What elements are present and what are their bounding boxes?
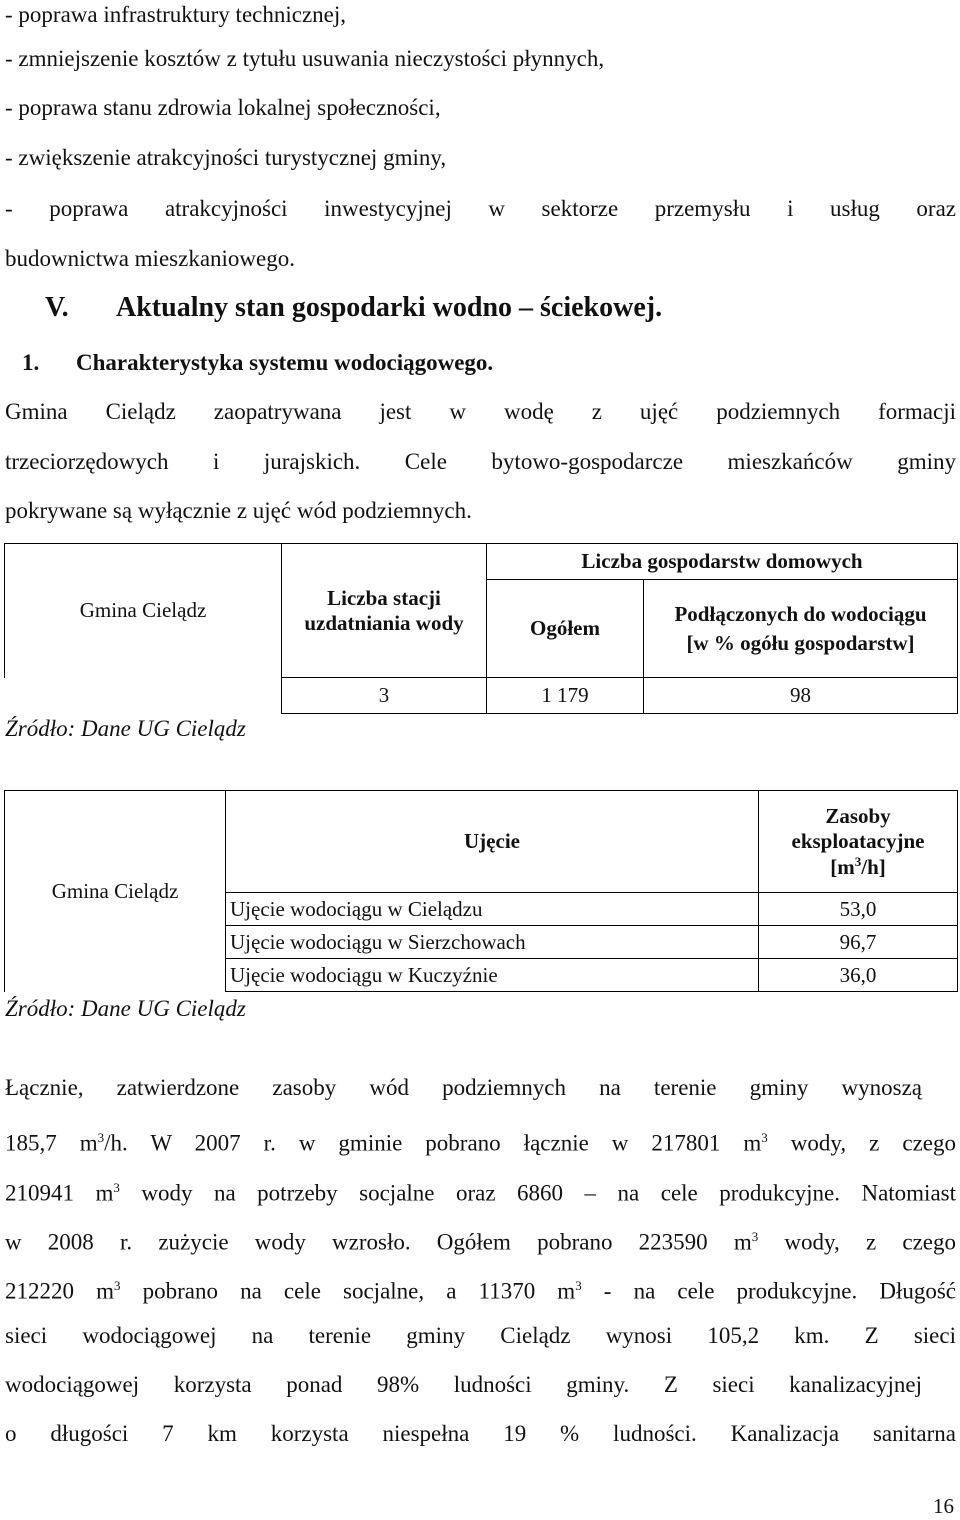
total-value: 1 179 <box>487 678 644 714</box>
table2-source: Źródło: Dane UG Cielądz <box>5 996 246 1021</box>
municipality-cell: Gmina Cielądz <box>5 791 226 992</box>
bullet-line: - zmniejszenie kosztów z tytułu usuwania nieczystości płynnych, <box>5 46 605 71</box>
para-line: 185,7 $m^3/h$. W 2007 r. w gminie pobrano łącznie w 217801 $m^3$ wody, z czego <box>5 1130 957 1156</box>
intake-value: 36,0 <box>759 959 958 992</box>
bullet-line: - zwiększenie atrakcyjności turystycznej gminy, <box>5 145 447 170</box>
connected-label: Podłączonych do wodociągu <box>674 601 927 626</box>
para-line: o długości 7 km korzysta niespełna 19 % ludności. Kanalizacja sanitarna <box>5 1421 956 1446</box>
connected-unit: [w % ogółu gospodarstw] <box>686 630 915 655</box>
households-group-header: Liczba gospodarstw domowych <box>487 544 958 580</box>
para-line: Łącznie, zatwierdzone zasoby wód podziemnych na terenie gminy wynoszą <box>5 1075 922 1100</box>
intake-header: Ujęcie <box>226 791 759 893</box>
intro-line: pokrywane są wyłącznie z ujęć wód podziemnych. <box>5 498 472 523</box>
bullet-line: - poprawa infrastruktury technicznej, <box>5 2 347 27</box>
bullet-line: - poprawa stanu zdrowia lokalnej społeczności, <box>5 95 441 120</box>
intake-name: Ujęcie wodociągu w Sierzchowach <box>226 926 759 959</box>
intake-name: Ujęcie wodociągu w Kuczyźnie <box>226 959 759 992</box>
section-title: Aktualny stan gospodarki wodno – ściekowej. <box>116 292 663 323</box>
subsection-title: Charakterystyka systemu wodociągowego. <box>76 350 494 375</box>
intro-line: trzeciorzędowych i jurajskich. Cele bytowo-gospodarcze mieszkańców gminy <box>5 449 956 474</box>
para-line: w 2008 r. zużycie wody wzrosło. Ogółem pobrano 223590 $m^3$ wody, z czego <box>5 1229 957 1255</box>
empty-cell <box>5 678 282 714</box>
bullet-line: budownictwa mieszkaniowego. <box>5 246 295 271</box>
para-line: 210941 $m^3$ wody na potrzeby socjalne oraz 6860 – na cele produkcyjne. Natomiast <box>5 1180 957 1206</box>
connected-value: 98 <box>644 678 958 714</box>
intro-line: Gmina Cielądz zaopatrywana jest w wodę z ujęć podziemnych formacji <box>5 399 956 424</box>
table1-source: Źródło: Dane UG Cielądz <box>5 716 246 741</box>
total-header: Ogółem <box>487 580 644 678</box>
stations-value: 3 <box>282 678 487 714</box>
municipality-cell: Gmina Cielądz <box>5 544 282 678</box>
para-line: 212220 $m^3$ pobrano na cele socjalne, a 11370 $m^3$ - na cele produkcyjne. Długość <box>5 1278 956 1304</box>
subsection-number: 1. <box>22 350 40 375</box>
section-number: V. <box>45 292 69 323</box>
intakes-table <box>4 790 958 992</box>
para-line: wodociągowej korzysta ponad 98% ludności gminy. Z sieci kanalizacyjnej <box>5 1372 922 1397</box>
para-line: sieci wodociągowej na terenie gminy Cielądz wynosi 105,2 km. Z sieci <box>5 1323 956 1348</box>
stations-header: Liczba stacji uzdatniania wody <box>282 544 487 678</box>
resources-unit: $[m^3/h]$ <box>830 853 886 879</box>
bullet-line: - poprawa atrakcyjności inwestycyjnej w sektorze przemysłu i usług oraz <box>5 196 956 221</box>
intake-value: 96,7 <box>759 926 958 959</box>
connected-header <box>644 580 958 678</box>
resources-label: Zasoby eksploatacyjne <box>791 803 925 853</box>
resources-header <box>759 791 958 893</box>
intake-name: Ujęcie wodociągu w Cielądzu <box>226 893 759 926</box>
households-table <box>4 543 958 714</box>
intake-value: 53,0 <box>759 893 958 926</box>
page-number: 16 <box>933 1494 954 1518</box>
